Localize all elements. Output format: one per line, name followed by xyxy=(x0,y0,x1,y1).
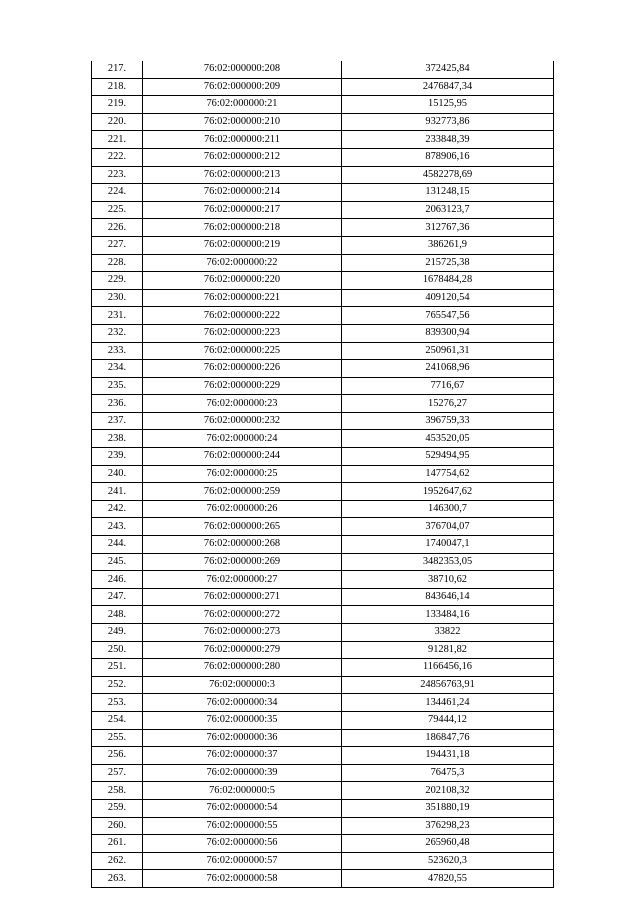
value-cell: 2476847,34 xyxy=(342,78,554,96)
cadastral-number-cell: 76:02:000000:22 xyxy=(143,254,342,272)
row-number-cell: 253. xyxy=(92,694,143,712)
cadastral-number-cell: 76:02:000000:23 xyxy=(143,395,342,413)
value-cell: 1678484,28 xyxy=(342,272,554,290)
row-number-cell: 254. xyxy=(92,711,143,729)
row-number-cell: 233. xyxy=(92,342,143,360)
row-number-cell: 243. xyxy=(92,518,143,536)
cadastral-number-cell: 76:02:000000:57 xyxy=(143,852,342,870)
row-number-cell: 258. xyxy=(92,782,143,800)
cadastral-number-cell: 76:02:000000:225 xyxy=(143,342,342,360)
value-cell: 215725,38 xyxy=(342,254,554,272)
row-number-cell: 240. xyxy=(92,465,143,483)
table-row xyxy=(92,448,554,466)
value-cell: 2063123,7 xyxy=(342,201,554,219)
cadastral-number-cell: 76:02:000000:36 xyxy=(143,729,342,747)
table-row xyxy=(92,747,554,765)
table-row xyxy=(92,764,554,782)
cadastral-number-cell: 76:02:000000:55 xyxy=(143,817,342,835)
table-row xyxy=(92,711,554,729)
cadastral-number-cell: 76:02:000000:232 xyxy=(143,412,342,430)
table-row xyxy=(92,870,554,888)
table-row xyxy=(92,78,554,96)
table-row xyxy=(92,289,554,307)
value-cell: 146300,7 xyxy=(342,500,554,518)
cadastral-number-cell: 76:02:000000:5 xyxy=(143,782,342,800)
table-row xyxy=(92,694,554,712)
value-cell: 79444,12 xyxy=(342,711,554,729)
row-number-cell: 229. xyxy=(92,272,143,290)
row-number-cell: 255. xyxy=(92,729,143,747)
row-number-cell: 249. xyxy=(92,624,143,642)
cadastral-number-cell: 76:02:000000:218 xyxy=(143,219,342,237)
cadastral-number-cell: 76:02:000000:24 xyxy=(143,430,342,448)
table-row xyxy=(92,817,554,835)
value-cell: 91281,82 xyxy=(342,641,554,659)
value-cell: 76475,3 xyxy=(342,764,554,782)
value-cell: 233848,39 xyxy=(342,131,554,149)
value-cell: 1952647,62 xyxy=(342,483,554,501)
value-cell: 131248,15 xyxy=(342,184,554,202)
cadastral-number-cell: 76:02:000000:244 xyxy=(143,448,342,466)
table-row xyxy=(92,254,554,272)
row-number-cell: 250. xyxy=(92,641,143,659)
cadastral-number-cell: 76:02:000000:25 xyxy=(143,465,342,483)
table-row xyxy=(92,852,554,870)
cadastral-number-cell: 76:02:000000:212 xyxy=(143,148,342,166)
table-row xyxy=(92,166,554,184)
value-cell: 376704,07 xyxy=(342,518,554,536)
row-number-cell: 241. xyxy=(92,483,143,501)
value-cell: 1740047,1 xyxy=(342,536,554,554)
row-number-cell: 217. xyxy=(92,61,143,78)
row-number-cell: 221. xyxy=(92,131,143,149)
table-row xyxy=(92,412,554,430)
value-cell: 409120,54 xyxy=(342,289,554,307)
cadastral-number-cell: 76:02:000000:27 xyxy=(143,571,342,589)
table-row xyxy=(92,377,554,395)
row-number-cell: 262. xyxy=(92,852,143,870)
value-cell: 932773,86 xyxy=(342,113,554,131)
row-number-cell: 235. xyxy=(92,377,143,395)
table-row xyxy=(92,272,554,290)
cadastral-number-cell: 76:02:000000:211 xyxy=(143,131,342,149)
value-cell: 134461,24 xyxy=(342,694,554,712)
cadastral-number-cell: 76:02:000000:214 xyxy=(143,184,342,202)
table-body xyxy=(92,61,554,887)
table-row xyxy=(92,571,554,589)
value-cell: 265960,48 xyxy=(342,835,554,853)
cadastral-number-cell: 76:02:000000:219 xyxy=(143,236,342,254)
row-number-cell: 226. xyxy=(92,219,143,237)
value-cell: 194431,18 xyxy=(342,747,554,765)
table-row xyxy=(92,676,554,694)
cadastral-number-cell: 76:02:000000:271 xyxy=(143,588,342,606)
value-cell: 312767,36 xyxy=(342,219,554,237)
cadastral-number-cell: 76:02:000000:209 xyxy=(143,78,342,96)
value-cell: 24856763,91 xyxy=(342,676,554,694)
value-cell: 47820,55 xyxy=(342,870,554,888)
row-number-cell: 224. xyxy=(92,184,143,202)
row-number-cell: 219. xyxy=(92,96,143,114)
row-number-cell: 237. xyxy=(92,412,143,430)
row-number-cell: 238. xyxy=(92,430,143,448)
value-cell: 839300,94 xyxy=(342,324,554,342)
cadastral-number-cell: 76:02:000000:34 xyxy=(143,694,342,712)
value-cell: 38710,62 xyxy=(342,571,554,589)
row-number-cell: 230. xyxy=(92,289,143,307)
table-row xyxy=(92,465,554,483)
row-number-cell: 244. xyxy=(92,536,143,554)
row-number-cell: 252. xyxy=(92,676,143,694)
cadastral-number-cell: 76:02:000000:56 xyxy=(143,835,342,853)
table-row xyxy=(92,430,554,448)
value-cell: 133484,16 xyxy=(342,606,554,624)
cadastral-number-cell: 76:02:000000:3 xyxy=(143,676,342,694)
row-number-cell: 234. xyxy=(92,360,143,378)
table-row xyxy=(92,360,554,378)
value-cell: 529494,95 xyxy=(342,448,554,466)
table-row xyxy=(92,148,554,166)
table-row xyxy=(92,588,554,606)
cadastral-number-cell: 76:02:000000:39 xyxy=(143,764,342,782)
row-number-cell: 231. xyxy=(92,307,143,325)
cadastral-number-cell: 76:02:000000:208 xyxy=(143,61,342,78)
table-row xyxy=(92,113,554,131)
table-row xyxy=(92,624,554,642)
cadastral-number-cell: 76:02:000000:273 xyxy=(143,624,342,642)
cadastral-number-cell: 76:02:000000:265 xyxy=(143,518,342,536)
table-row xyxy=(92,782,554,800)
value-cell: 878906,16 xyxy=(342,148,554,166)
value-cell: 376298,23 xyxy=(342,817,554,835)
cadastral-number-cell: 76:02:000000:58 xyxy=(143,870,342,888)
value-cell: 250961,31 xyxy=(342,342,554,360)
cadastral-number-cell: 76:02:000000:226 xyxy=(143,360,342,378)
value-cell: 147754,62 xyxy=(342,465,554,483)
cadastral-number-cell: 76:02:000000:26 xyxy=(143,500,342,518)
cadastral-number-cell: 76:02:000000:280 xyxy=(143,659,342,677)
value-cell: 1166456,16 xyxy=(342,659,554,677)
table-row xyxy=(92,96,554,114)
value-cell: 372425,84 xyxy=(342,61,554,78)
cadastral-number-cell: 76:02:000000:210 xyxy=(143,113,342,131)
row-number-cell: 218. xyxy=(92,78,143,96)
table-row xyxy=(92,518,554,536)
row-number-cell: 227. xyxy=(92,236,143,254)
row-number-cell: 263. xyxy=(92,870,143,888)
cadastral-number-cell: 76:02:000000:279 xyxy=(143,641,342,659)
row-number-cell: 232. xyxy=(92,324,143,342)
row-number-cell: 228. xyxy=(92,254,143,272)
row-number-cell: 225. xyxy=(92,201,143,219)
value-cell: 386261,9 xyxy=(342,236,554,254)
value-cell: 351880,19 xyxy=(342,799,554,817)
cadastral-number-cell: 76:02:000000:272 xyxy=(143,606,342,624)
table-row xyxy=(92,201,554,219)
row-number-cell: 257. xyxy=(92,764,143,782)
row-number-cell: 251. xyxy=(92,659,143,677)
value-cell: 843646,14 xyxy=(342,588,554,606)
cadastral-number-cell: 76:02:000000:229 xyxy=(143,377,342,395)
row-number-cell: 242. xyxy=(92,500,143,518)
table-row xyxy=(92,342,554,360)
row-number-cell: 222. xyxy=(92,148,143,166)
table-row xyxy=(92,553,554,571)
cadastral-number-cell: 76:02:000000:35 xyxy=(143,711,342,729)
value-cell: 33822 xyxy=(342,624,554,642)
table-row xyxy=(92,483,554,501)
cadastral-number-cell: 76:02:000000:37 xyxy=(143,747,342,765)
value-cell: 186847,76 xyxy=(342,729,554,747)
row-number-cell: 223. xyxy=(92,166,143,184)
table-row xyxy=(92,799,554,817)
table-row xyxy=(92,500,554,518)
table-row xyxy=(92,61,554,78)
table-row xyxy=(92,835,554,853)
cadastral-number-cell: 76:02:000000:222 xyxy=(143,307,342,325)
cadastral-number-cell: 76:02:000000:221 xyxy=(143,289,342,307)
value-cell: 4582278,69 xyxy=(342,166,554,184)
cadastral-number-cell: 76:02:000000:21 xyxy=(143,96,342,114)
row-number-cell: 220. xyxy=(92,113,143,131)
table-row xyxy=(92,395,554,413)
row-number-cell: 245. xyxy=(92,553,143,571)
cadastral-number-cell: 76:02:000000:217 xyxy=(143,201,342,219)
table-row xyxy=(92,641,554,659)
value-cell: 396759,33 xyxy=(342,412,554,430)
table-row xyxy=(92,219,554,237)
table-row xyxy=(92,606,554,624)
cadastral-number-cell: 76:02:000000:269 xyxy=(143,553,342,571)
cadastral-number-cell: 76:02:000000:268 xyxy=(143,536,342,554)
table-row xyxy=(92,236,554,254)
table-row xyxy=(92,131,554,149)
row-number-cell: 259. xyxy=(92,799,143,817)
row-number-cell: 260. xyxy=(92,817,143,835)
row-number-cell: 246. xyxy=(92,571,143,589)
row-number-cell: 248. xyxy=(92,606,143,624)
value-cell: 202108,32 xyxy=(342,782,554,800)
row-number-cell: 239. xyxy=(92,448,143,466)
table-row xyxy=(92,324,554,342)
row-number-cell: 261. xyxy=(92,835,143,853)
table-row xyxy=(92,729,554,747)
cadastral-value-table xyxy=(91,61,554,888)
table-row xyxy=(92,184,554,202)
cadastral-number-cell: 76:02:000000:223 xyxy=(143,324,342,342)
value-cell: 15276,27 xyxy=(342,395,554,413)
row-number-cell: 236. xyxy=(92,395,143,413)
value-cell: 3482353,05 xyxy=(342,553,554,571)
value-cell: 241068,96 xyxy=(342,360,554,378)
value-cell: 523620,3 xyxy=(342,852,554,870)
value-cell: 765547,56 xyxy=(342,307,554,325)
table-row xyxy=(92,536,554,554)
cadastral-number-cell: 76:02:000000:213 xyxy=(143,166,342,184)
table-row xyxy=(92,659,554,677)
cadastral-number-cell: 76:02:000000:259 xyxy=(143,483,342,501)
value-cell: 453520,05 xyxy=(342,430,554,448)
cadastral-number-cell: 76:02:000000:54 xyxy=(143,799,342,817)
cadastral-number-cell: 76:02:000000:220 xyxy=(143,272,342,290)
row-number-cell: 247. xyxy=(92,588,143,606)
table-row xyxy=(92,307,554,325)
value-cell: 15125,95 xyxy=(342,96,554,114)
row-number-cell: 256. xyxy=(92,747,143,765)
value-cell: 7716,67 xyxy=(342,377,554,395)
